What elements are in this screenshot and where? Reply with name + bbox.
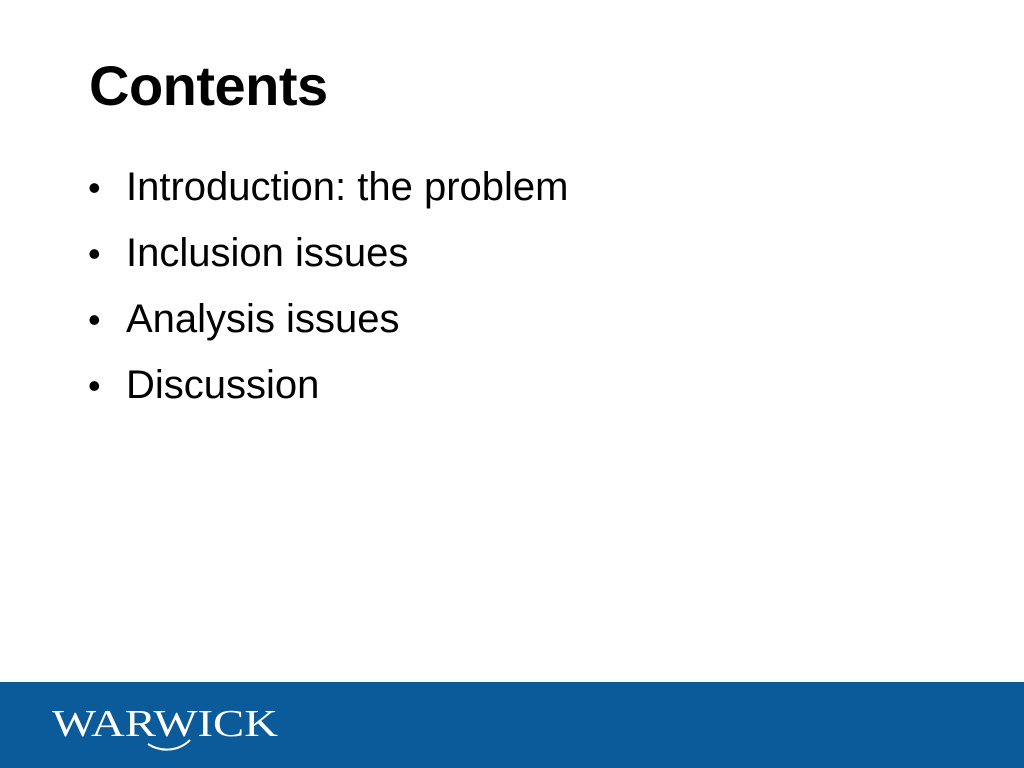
bullet-icon: • — [88, 299, 101, 340]
bullet-text: Introduction: the problem — [126, 165, 569, 209]
list-item — [82, 162, 568, 228]
list-item — [82, 228, 568, 294]
slide-title: Contents — [89, 54, 328, 117]
bullet-text: Discussion — [126, 363, 320, 407]
bullet-text: Inclusion issues — [126, 231, 409, 275]
bullet-icon: • — [88, 365, 101, 406]
bullet-icon: • — [88, 233, 101, 274]
bullet-icon: • — [88, 167, 101, 208]
logo-text: WARWICK — [52, 703, 279, 745]
bullet-list — [82, 162, 568, 426]
bullet-text: Analysis issues — [126, 297, 400, 341]
list-item — [82, 294, 568, 360]
list-item — [82, 360, 568, 426]
warwick-logo — [52, 700, 282, 760]
